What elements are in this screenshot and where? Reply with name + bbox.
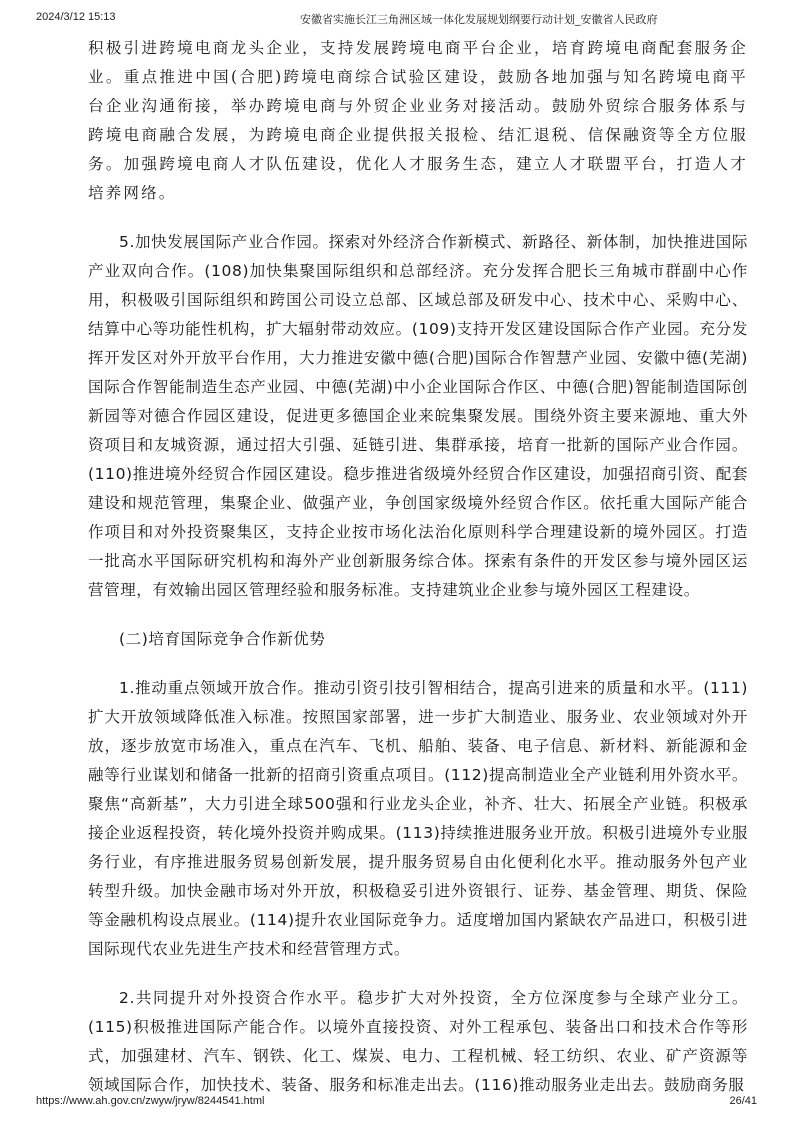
paragraph-cross-border-ecommerce: 积极引进跨境电商龙头企业，支持发展跨境电商平台企业，培育跨境电商配套服务企业。重点推进中国(合肥)跨境电商综合试验区建设，鼓励各地加强与知名跨境电商平台企业沟通衔接，举办跨境电商与外贸企业业务对接活动。鼓励外贸综合服务体系与跨境电商融合发展，为跨境电商企业提供报关报检、结汇退税、信保融资等全方位服务。加强跨境电商人才队伍建设，优化人才服务生态，建立人才联盟平台，打造人才培养网络。 xyxy=(88,39,748,202)
paragraph-international-industrial-park: 5.加快发展国际产业合作园。探索对外经济合作新模式、新路径、新体制，加快推进国际产业双向合作。(108)加快集聚国际组织和总部经济。充分发挥合肥长三角城市群副中心作用，积极吸引国际组织和跨国公司设立总部、区域总部及研发中心、技术中心、采购中心、结算中心等功能性机构，扩大辐射带动效应。(109)支持开发区建设国际合作产业园。充分发挥开发区对外开放平台作用，大力推进安徽中德(合肥)国际合作智慧产业园、安徽中德(芜湖)国际合作智能制造生态产业园、中德(芜湖)中小企业国际合作区、中德(合肥)智能制造国际创新园等对德合作园区建设，促进更多德国企业来皖集聚发展。围绕外资主要来源地、重大外资项目和友城资源，通过招大引强、延链引进、集群承接，培育一批新的国际产业合作园。(110)推进境外经贸合作园区建设。稳步推进省级境外经贸合作区建设，加强招商引资、配套建设和规范管理，集聚企业、做强产业，争创国家级境外经贸合作区。依托重大国际产能合作项目和对外投资聚集区，支持企业按市场化法治化原则科学合理建设新的境外园区。打造一批高水平国际研究机构和海外产业创新服务综合体。探索有条件的开发区参与境外园区运营管理，有效输出园区管理经验和服务标准。支持建筑业企业参与境外园区工程建设。 xyxy=(88,233,748,599)
paragraph-outbound-investment: 2.共同提升对外投资合作水平。稳步扩大对外投资，全方位深度参与全球产业分工。(115)积极推进国际产能合作。以境外直接投资、对外工程承包、装备出口和技术合作等形式，加强建材、汽车、钢铁、化工、煤炭、电力、工程机械、轻工纺织、农业、矿产资源等领域国际合作，加快技术、装备、服务和标准走出去。(116)推动服务业走出去。鼓励商务服 xyxy=(88,989,748,1094)
footer-url: https://www.ah.gov.cn/zwyw/jryw/8244541.html xyxy=(36,1095,265,1107)
page-number: 26/41 xyxy=(729,1095,757,1107)
header-page-title: 安徽省实施长江三角洲区域一体化发展规划纲要行动计划_安徽省人民政府 xyxy=(300,13,658,26)
document-body xyxy=(88,34,748,1100)
section-heading: (二)培育国际竞争合作新优势 xyxy=(119,630,326,648)
header-datetime: 2024/3/12 15:13 xyxy=(36,11,116,23)
paragraph-key-sector-opening: 1.推动重点领域开放合作。推动引资引技引智相结合，提高引进来的质量和水平。(111)扩大开放领域降低准入标准。按照国家部署，进一步扩大制造业、服务业、农业领域对外开放，逐步放宽市场准入，重点在汽车、飞机、船舶、装备、电子信息、新材料、新能源和金融等行业谋划和储备一批新的招商引资重点项目。(112)提高制造业全产业链利用外资水平。聚焦“高新基”，大力引进全球500强和行业龙头企业，补齐、壮大、拓展全产业链。积极承接企业返程投资，转化境外投资并购成果。(113)持续推进服务业开放。积极引进境外专业服务行业，有序推进服务贸易创新发展，提升服务贸易自由化便利化水平。推动服务外包产业转型升级。加快金融市场对外开放，积极稳妥引进外资银行、证券、基金管理、期货、保险等金融机构设点展业。(114)提升农业国际竞争力。适度增加国内紧缺农产品进口，积极引进国际现代农业先进生产技术和经营管理方式。 xyxy=(88,679,748,958)
